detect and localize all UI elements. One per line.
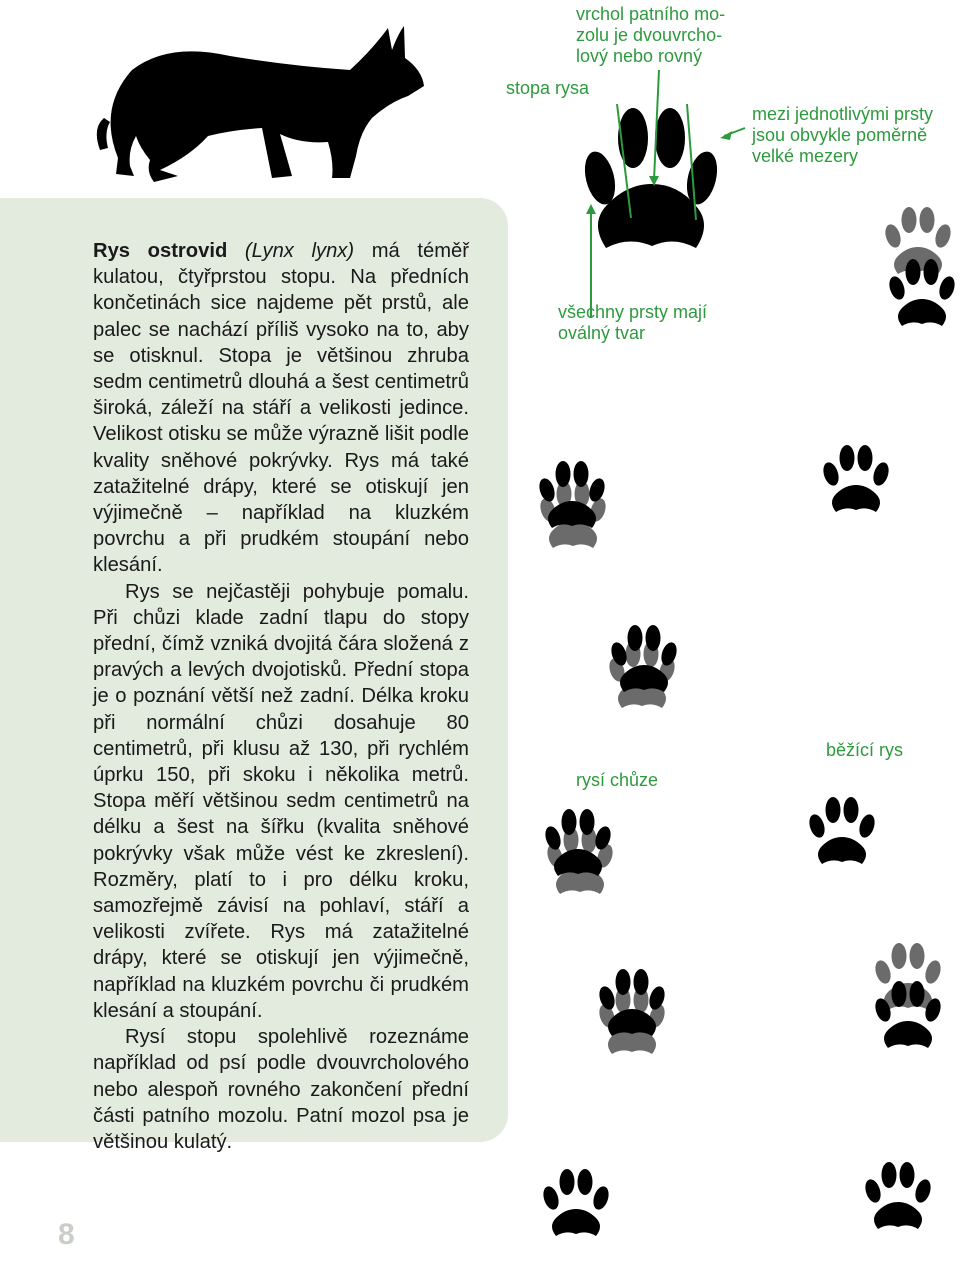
label-oval-line2: oválný tvar	[558, 323, 646, 343]
label-gaps	[752, 104, 933, 167]
latin-name: (Lynx lynx)	[244, 240, 355, 262]
label-oval	[558, 302, 707, 344]
paragraph-2: Rys se nejčastěji pohybuje pomalu. Při chůzi klade zadní tlapu do stopy přední, čímž vzniká dvojitá čára složená z pravých a levých dvojotisků. Přední stopa je o poznání větší než zadní. Délka kroku při normální chůzi dosahuje 80 centimetrů, při klusu až 130, při rychlém úprku 150, při skoku i několika metrů. Stopa měří většinou sedm centimetrů na délku a šest na šířku (kvalita sněhové pokrývky však může vést ke zkreslení). Rozměry, platí to i pro délku kroku, samozřejmě závisí na pohlaví, stáří a velikosti zvířete. Rys má zatažitelné drápy, které se otiskují jen výjimečně, například na kluzkém povrchu či prudkém klesání a stoupání.	[93, 580, 469, 1022]
walking-trail	[537, 461, 680, 1236]
lynx-silhouette-icon	[97, 26, 424, 182]
running-trail	[807, 207, 958, 1229]
label-run: běžící rys	[826, 740, 904, 760]
species-name: Rys ostrovid	[93, 240, 228, 262]
label-walk: rysí chůze	[576, 770, 659, 790]
label-gaps-line1: mezi jednotlivými prsty	[752, 104, 934, 124]
paragraph-3: Rysí stopu spolehlivě rozeznáme například od psí podle dvouvrcholového nebo alespoň rovného zakončení přední části patního mozolu. Patní mozol psa je většinou kulatý.	[93, 1026, 469, 1153]
label-oval-line1: všechny prsty mají	[558, 302, 708, 322]
label-heel-top-line3: lový nebo rovný	[576, 46, 703, 66]
label-gaps-line3: velké mezery	[752, 146, 859, 166]
label-heel-top	[576, 4, 725, 67]
label-heel-top-line2: zolu je dvouvrcho-	[576, 25, 723, 45]
label-heel-top-line1: vrchol patního mo-	[576, 4, 726, 24]
label-gaps-line2: jsou obvykle poměrně	[752, 125, 928, 145]
paragraph-1-text: má téměř kulatou, čtyřprstou stopu. Na předních končetinách sice najdeme pět prstů, ale palec se nachází příliš vysoko na to, aby se otisknul. Stopa je většinou zhruba sedm centimetrů dlouhá a šest centimetrů široká, záleží na stáří a velikosti jedince. Velikost otisku se může výrazně lišit podle kvality sněhové pokrývky. Rys má také zatažitelné drápy, které se otiskují jen výjimečně – například na kluzkém povrchu a při prudkém stoupání nebo klesání.	[93, 240, 469, 577]
label-track: stopa rysa	[506, 78, 590, 98]
page-number: 8	[58, 1218, 75, 1251]
